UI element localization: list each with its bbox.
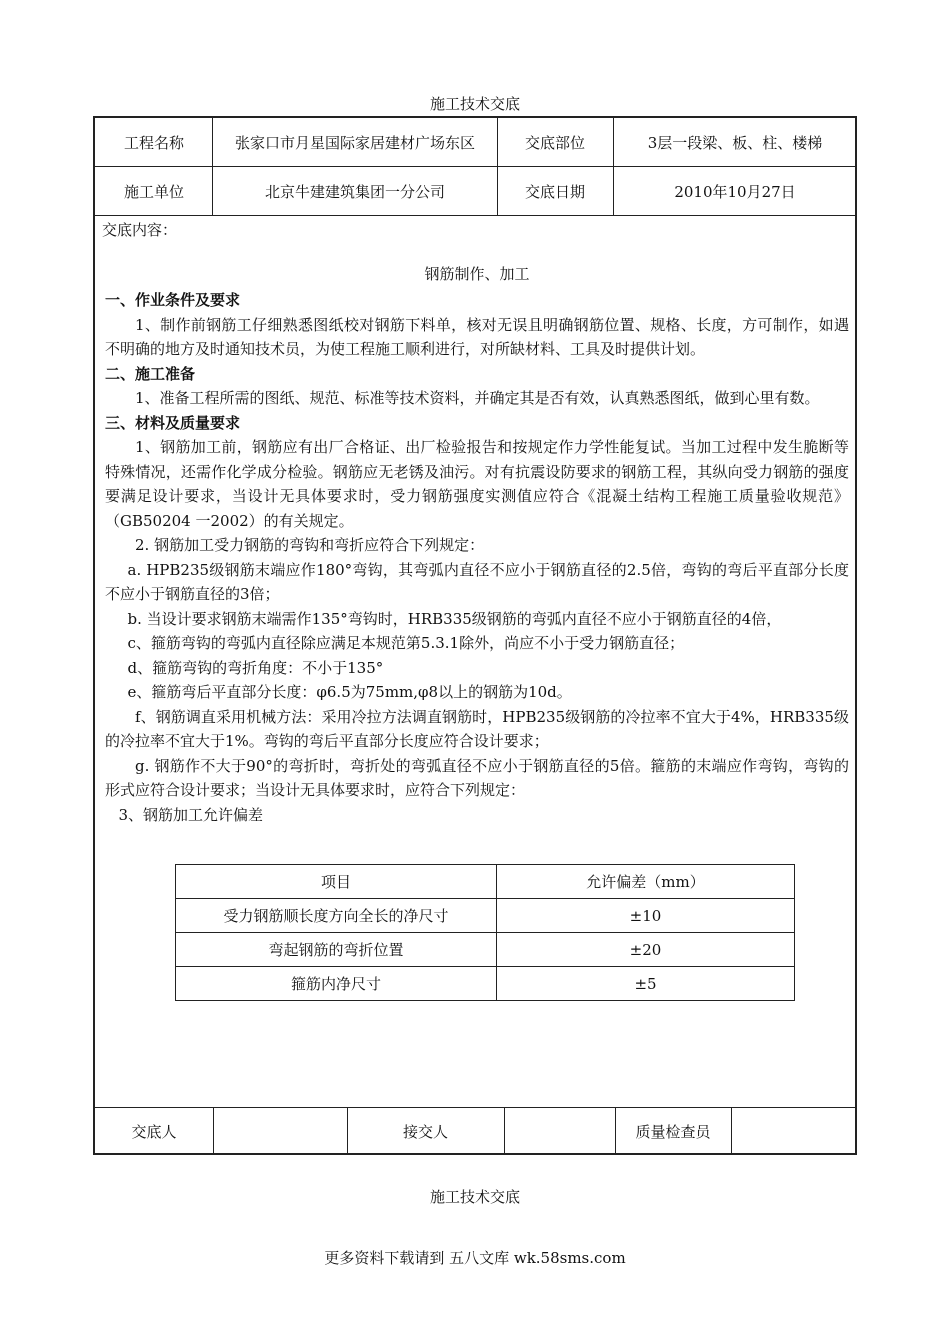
receiver-label: 接交人 — [402, 1123, 448, 1141]
list-item: e、箍筋弯后平直部分长度：φ6.5为75mm,φ8以上的钢筋为10d。 — [127, 683, 572, 701]
table-cell-deviation: ±10 — [497, 899, 795, 933]
table-cell-item: 受力钢筋顺长度方向全长的净尺寸 — [176, 899, 497, 933]
divider — [613, 118, 614, 215]
discloser-label: 交底人 — [131, 1123, 177, 1141]
disclosure-content — [102, 218, 849, 827]
deviation-table — [175, 864, 795, 1001]
table-row — [176, 933, 795, 967]
paragraph: 3、钢筋加工允许偏差 — [118, 805, 264, 824]
column-header-deviation: 允许偏差（mm） — [497, 865, 795, 899]
divider — [504, 1108, 505, 1155]
location-value: 3层一段梁、板、柱、楼梯 — [647, 133, 823, 152]
list-item: c、箍筋弯钩的弯弧内直径除应满足本规范第5.3.1除外，尚应不小于受力钢筋直径； — [127, 634, 685, 652]
table-cell-deviation: ±5 — [497, 967, 795, 1001]
list-item: f、钢筋调直采用机械方法：采用冷拉方法调直钢筋时，HPB235级钢筋的冷拉率不宜大于4%，HRB335级的冷拉率不宜大于1%。弯钩的弯后平直部分长度应符合设计要求； — [105, 707, 849, 750]
document-title: 施工技术交底 — [429, 95, 520, 113]
paragraph: 1、钢筋加工前，钢筋应有出厂合格证、出厂检验报告和按规定作力学性能复试。当加工过程中发生脆断等特殊情况，还需作化学成分检验。钢筋应无老锈及油污。对有抗震设防要求的钢筋工程，其纵向受力钢筋的强度要满足设计要求，当设计无具体要求时，受力钢筋强度实测值应符合《混凝土结构工程施工质量验收规范》（GB50204 一2002）的有关规定。 — [105, 438, 849, 530]
table-row — [176, 967, 795, 1001]
section-title: 三、材料及质量要求 — [105, 413, 241, 432]
disclosure-form — [93, 116, 857, 1155]
paragraph: 2. 钢筋加工受力钢筋的弯钩和弯折应符合下列规定： — [135, 536, 485, 554]
header-row-unit — [95, 167, 855, 215]
footer-text: 更多资料下载请到 五八文库 wk.58sms.com — [324, 1249, 626, 1267]
column-header-item: 项目 — [176, 865, 497, 899]
signoff-row — [95, 1108, 855, 1155]
header-row-project — [95, 118, 855, 166]
content-label: 交底内容： — [102, 221, 178, 239]
divider — [95, 215, 855, 216]
list-item: b. 当设计要求钢筋末端需作135°弯钩时，HRB335级钢筋的弯弧内直径不应小于钢筋直径的4倍， — [127, 609, 782, 628]
inspector-signature-field[interactable] — [731, 1108, 857, 1155]
section-title: 一、作业条件及要求 — [105, 291, 241, 309]
table-cell-deviation: ±20 — [497, 933, 795, 967]
divider — [731, 1108, 732, 1155]
content-heading: 钢筋制作、加工 — [424, 264, 530, 283]
unit-label: 施工单位 — [123, 182, 184, 201]
inspector-label: 质量检查员 — [635, 1123, 711, 1141]
date-value: 2010年10月27日 — [674, 182, 796, 201]
project-name-value: 张家口市月星国际家居建材广场东区 — [234, 133, 475, 152]
discloser-signature-field[interactable] — [213, 1108, 347, 1155]
list-item: g. 钢筋作不大于90°的弯折时，弯折处的弯弧直径不应小于钢筋直径的5倍。箍筋的末端应作弯钩，弯钩的形式应符合设计要求；当设计无具体要求时，应符合下列规定： — [105, 756, 849, 799]
receiver-signature-field[interactable] — [504, 1108, 615, 1155]
divider — [347, 1108, 348, 1155]
divider — [497, 118, 498, 215]
location-label: 交底部位 — [524, 133, 585, 152]
divider — [615, 1108, 616, 1155]
table-header-row — [176, 865, 795, 899]
project-name-label: 工程名称 — [123, 133, 184, 152]
unit-value: 北京牛建建筑集团一分公司 — [264, 182, 445, 201]
section-title: 二、施工准备 — [105, 364, 196, 383]
divider — [212, 118, 213, 215]
divider — [213, 1108, 214, 1155]
list-item: d、箍筋弯钩的弯折角度：不小于135° — [127, 658, 384, 677]
paragraph: 1、制作前钢筋工仔细熟悉图纸校对钢筋下料单，核对无误且明确钢筋位置、规格、长度，方可制作，如遇不明确的地方及时通知技术员，为使工程施工顺利进行，对所缺材料、工具及时提供计划。 — [105, 315, 849, 358]
table-cell-item: 弯起钢筋的弯折位置 — [176, 933, 497, 967]
table-row — [176, 899, 795, 933]
document-title-repeat: 施工技术交底 — [429, 1188, 520, 1206]
table-cell-item: 箍筋内净尺寸 — [176, 967, 497, 1001]
date-label: 交底日期 — [524, 182, 585, 201]
paragraph: 1、准备工程所需的图纸、规范、标准等技术资料，并确定其是否有效，认真熟悉图纸，做到心里有数。 — [135, 389, 820, 407]
list-item: a. HPB235级钢筋末端应作180°弯钩，其弯弧内直径不应小于钢筋直径的2.5倍，弯钩的弯后平直部分长度不应小于钢筋直径的3倍； — [105, 560, 849, 603]
